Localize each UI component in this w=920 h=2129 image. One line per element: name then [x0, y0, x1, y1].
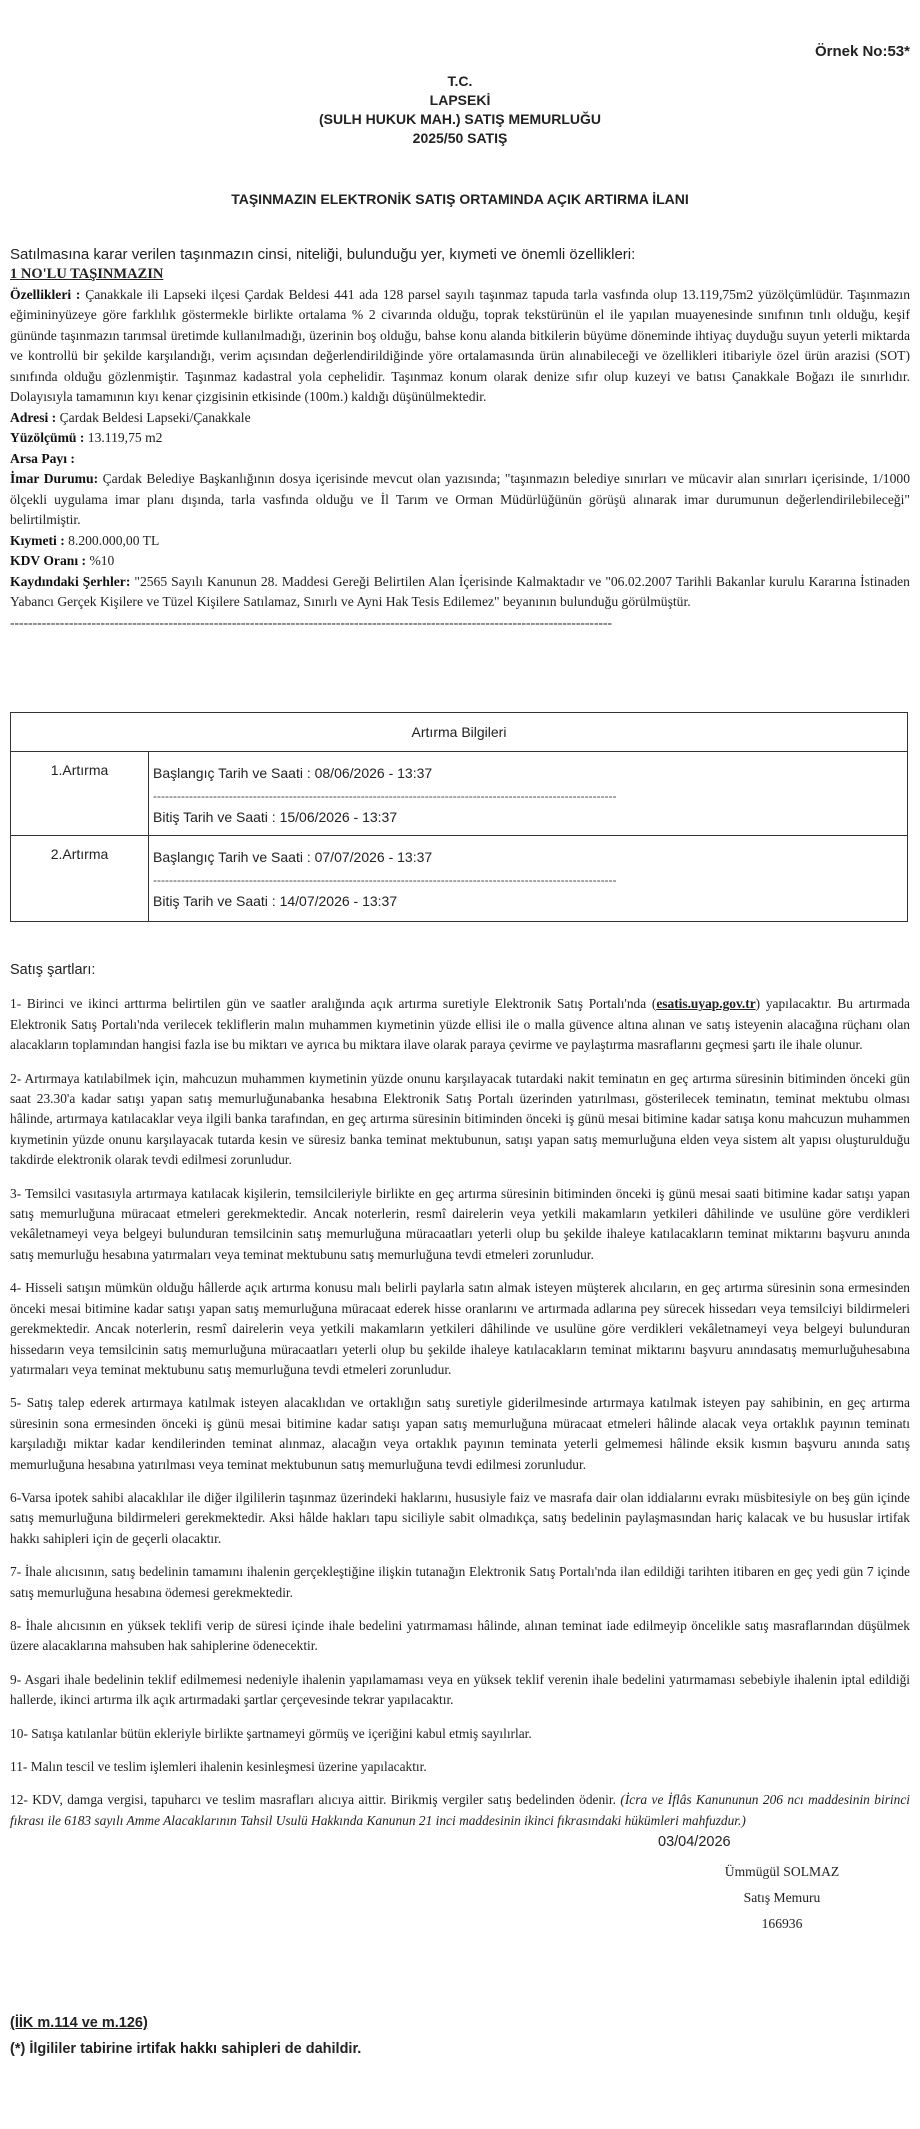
auction-row-1 [11, 752, 908, 836]
officer-role: Satış Memuru [743, 1890, 821, 1905]
condition-7: 7- İhale alıcısının, satış bedelinin tamamını ihalenin gerçekleştiğine ilişkin tutanağın Elektronik Satış Portalı'nda ilan edildiği tarihten itibaren en geç yedi gün 7 içinde satış memurluğuna hesabına ödemesi gerekmektedir. [10, 1564, 910, 1600]
property-annotations [10, 572, 910, 613]
address-label: Adresi : [10, 409, 57, 425]
announcement-title: TAŞINMAZIN ELEKTRONİK SATIŞ ORTAMINDA AÇIK ARTIRMA İLANI [231, 191, 689, 207]
header-line-city: LAPSEKİ [429, 92, 491, 108]
header-line-office: (SULH HUKUK MAH.) SATIŞ MEMURLUĞU [318, 111, 602, 127]
condition-8: 8- İhale alıcısının en yüksek teklifi verip de süresi içinde ihale bedelini yatırmaması hâlinde, alınan teminat iade edilmeyip öncelikle satış masraflarından düşülmek üzere alacaklarına mahsuben hak sahiplerine ödenecektir. [10, 1617, 910, 1654]
document-header [10, 72, 910, 148]
intro-text: Satılmasına karar verilen taşınmazın cinsi, niteliği, bulunduğu yer, kıymeti ve önemli özellikleri: [10, 246, 636, 263]
zoning-label: İmar Durumu: [10, 471, 99, 486]
condition-12-text: 12- KDV, damga vergisi, tapuharcı ve teslim masrafları alıcıya aittir. Birikmiş vergiler satış bedelinden ödenir. [10, 1792, 616, 1808]
area-label: Yüzölçümü : [10, 430, 85, 445]
property-zoning [10, 469, 910, 531]
footnote: (*) İlgililer tabirine irtifak hakkı sahipleri de dahildir. [10, 2041, 362, 2057]
condition-1-text-a: 1- Birinci ve ikinci arttırma belirtilen gün ve saatler aralığında açık artırma suretiyle Elektronik Satış Portalı'nda ( [10, 996, 657, 1012]
condition-10: 10- Satışa katılanlar bütün ekleriyle birlikte şartnameyi görmüş ve içeriğini kabul etmiş sayılırlar. [10, 1725, 532, 1741]
footer [10, 2010, 361, 2062]
header-line-tc: T.C. [447, 73, 473, 89]
condition-12 [10, 1790, 910, 1831]
property-area [10, 428, 910, 449]
officer-name: Ümmügül SOLMAZ [724, 1864, 840, 1879]
auction-start: Başlangıç Tarih ve Saati : 08/06/2026 - 13:37 [153, 765, 433, 781]
document-date: 03/04/2026 [658, 1834, 731, 1850]
property-land-share [10, 449, 910, 470]
legal-reference: (İİK m.114 ve m.126) [10, 2015, 148, 2031]
property-features [10, 285, 910, 408]
auction-row-dates [149, 836, 908, 922]
vat-value: %10 [89, 553, 115, 568]
annotations-text: "2565 Sayılı Kanunun 28. Maddesi Gereği Belirtilen Alan İçerisinde Kalmaktadır ve "06.02.2007 Tarihli Bakanlar kurulu Kararına İstinaden Yabancı Gerçek Kişilere ve Tüzel Kişilere Satılamaz, Sınırlı ve Ayni Hak Tesis Edilemez" beyanının bulunduğu görülmüştür. [10, 573, 910, 609]
zoning-text: Çardak Belediye Başkanlığının dosya içerisinde mevcut olan yazısında; "taşınmazın belediye sınırları ve mücavir alan sınırları içerisinde, 1/1000 ölçekli uygulama imar planı dışında, tarla vasfında olduğu ve İl Tarım ve Orman Müdürlüğünün görüşü alınarak imar durumunun değerlendirilebileceği" belirtilmiştir. [10, 471, 910, 527]
auction-row-label: 1.Artırma [11, 752, 149, 836]
auction-row-label: 2.Artırma [11, 836, 149, 922]
condition-5: 5- Satış talep ederek artırmaya katılmak isteyen alacaklıdan ve ortaklığın satış suretiyle giderilmesinde artırmaya katılmak isteyen pay sahibinin, en geç artırma süresinin sona ermesinden önceki iş günü mesai bitimine kadar satışı yapan satış memurluğuna müracaat etmeleri hâlinde alacak veya ortaklık payının teminatı karşıladığı miktar kadar kendilerinden teminat alınmaz, alacağın veya ortaklık payının teminata yeterli gelmemesi hâlinde eksik kısmın başvuru anında satış memurluğuna hesabına yatırılması veya teminat mektubunun satış memurluğuna tevdi edilmesi zorunludur. [10, 1395, 910, 1472]
auction-row-dates [149, 752, 908, 836]
auction-separator: -------------------------------------------------------------------------------------------------------------------- [153, 790, 617, 802]
conditions-title: Satış şartları: [10, 962, 96, 978]
condition-12-legal-note: (İcra ve İflâs Kanununun 206 ncı maddesinin birinci fıkrası ile 6183 sayılı Amme Alacaklarının Tahsil Usulü Hakkında Kanunun 21 inci maddesinin ikinci fıkrasındaki hükümleri mahfuzdur.) [10, 1792, 910, 1828]
value-amount: 8.200.000,00 TL [68, 532, 160, 548]
auction-table-title: Artırma Bilgileri [11, 713, 908, 752]
esatis-link[interactable]: esatis.uyap.gov.tr [656, 996, 756, 1012]
area-value: 13.119,75 m2 [87, 430, 163, 445]
ornek-number: Örnek No:53* [814, 43, 910, 60]
signature-block [682, 1859, 882, 1937]
header-line-file: 2025/50 SATIŞ [412, 130, 508, 146]
vat-label: KDV Oranı : [10, 553, 87, 568]
condition-11: 11- Malın tescil ve teslim işlemleri ihalenin kesinleşmesi üzerine yapılacaktır. [10, 1759, 427, 1774]
condition-1 [10, 994, 910, 1055]
property-address [10, 408, 910, 429]
auction-row-2 [11, 836, 908, 922]
condition-1-text-b: ) yapılacaktır. Bu artırmada Elektronik Satış Portalı'nda verilecek tekliflerin malın muhammen kıymetinin yüzde ellisi ile o malla güvence altına alınan ve satış isteyenin alacağına rüçhanı olan alacakların toplamından hangisi fazla ise bu miktarı ve ayrıca bu miktara ilave olarak paraya çevirme ve paylaştırma masraflarını geçmesi şartı ile ihale olunur. [10, 996, 911, 1053]
property-separator: ------------------------------------------------------------------------------------------------------------------------------------- [10, 614, 613, 630]
auction-start: Başlangıç Tarih ve Saati : 07/07/2026 - 13:37 [153, 849, 433, 865]
property-heading: 1 NO'LU TAŞINMAZIN [10, 266, 164, 282]
sale-conditions [10, 960, 910, 1844]
auction-table [10, 712, 908, 922]
condition-6: 6-Varsa ipotek sahibi alacaklılar ile diğer ilgililerin taşınmaz üzerindeki haklarını, hususiyle faiz ve masrafa dair olan iddialarını evrakı müsbitesiyle on beş gün içinde satış memurluğuna bildirmeleri gerekmektedir. Aksi hâlde hakları tapu siciliyle sabit olmadıkça, satış bedelinin paylaşmasından hariç kalacak ve bu hususlar irtifak hakkı sahipleri için de geçerli olacaktır. [10, 1489, 910, 1546]
condition-4: 4- Hisseli satışın mümkün olduğu hâllerde açık artırma konusu malı belirli paylarla satın almak isteyen müşterek alıcıların, en geç artırma süresinin sona ermesinden önceki mesai bitimine kadar satışı yapan satış memurluğuna müracaat ederek hisse oranlarını ve artırmada adlarına pey sürecek hissedarı veya temsilciyi bildirmeleri gerekmektedir. Ancak noterlerin, resmî dairelerin veya yetkili makamların yetkileri dâhilinde ve usulüne göre verdikleri vekâletnameyi veya belgeyi bulunduran hissedarın veya temsilcinin satış memurluğuna müracaatları yeterli olup bu şekilde ihaleye katılacakların teminat miktarını başvuru anındasatış memurluğuhesabına yatırmaları veya teminat mektubunu satış memurluğuna tevdi etmeleri zorunludur. [10, 1280, 910, 1377]
auction-separator: -------------------------------------------------------------------------------------------------------------------- [153, 874, 617, 886]
property-vat [10, 551, 910, 572]
auction-end: Bitiş Tarih ve Saati : 15/06/2026 - 13:37 [153, 809, 398, 825]
officer-number: 166936 [761, 1916, 803, 1931]
features-label: Özellikleri : [10, 286, 81, 302]
property-value [10, 531, 910, 552]
address-value: Çardak Beldesi Lapseki/Çanakkale [59, 409, 251, 425]
property-section [10, 264, 910, 633]
annotations-label: Kaydındaki Şerhler: [10, 573, 131, 589]
condition-9: 9- Asgari ihale bedelinin teklif edilmemesi nedeniyle ihalenin yapılamaması veya en yüksek teklif verenin ihale bedelini yatırmaması sebebiyle ihalenin iptal edildiği hallerde, ikinci artırma ilk açık artırmadaki şartlar çerçevesinde tekrar yapılacaktır. [10, 1671, 910, 1708]
features-text: Çanakkale ili Lapseki ilçesi Çardak Beldesi 441 ada 128 parsel sayılı taşınmaz tapuda tarla vasfında olup 13.119,75m2 yüzölçümlüdür. Taşınmazın eğimininyüzeye göre farklılık göstermekle birlikte ortalama % 2 civarında olduğu, toprak tekstürünün el ile yapılan muayenesinde sınıfının tınlı olduğu, keşif gününde taşınmazın tarımsal üretimde kullanılmadığı, üzerinin boş olduğu, bahse konu alanda bitkilerin büyüme döneminde ihtiyaç duyduğu suyun yeterli miktarda ve kontrollü bir şekilde karşılandığı, verim açısından değerlendirildiğinde yöre ortalamasında ürün alınabileceği ve özellikleri itibariyle özel ürün arazisi (SOT) sınıfında olduğu gözlenmiştir. Taşınmaz kadastral yola cephelidir. Taşınmaz konum olarak denize sıfır olup kuzeyi ve batısı Çanakkale Boğazı ile sınırlıdır. Dolayısıyla tamamının kıyı kenar çizgisinin etkisinde (100m.) kaldığı düşünülmektedir. [10, 286, 910, 404]
value-label: Kıymeti : [10, 532, 65, 548]
condition-2: 2- Artırmaya katılabilmek için, mahcuzun muhammen kıymetinin yüzde onunu karşılayacak tutardaki nakit teminatın en geç artırma süresinin bitiminden önceki gün saat 23.30'a kadar satışı yapan satış memurluğunabanka hesabına Elektronik Satış Portalı üzerinden yatırılması, gösterilecek teminatın, teminat mektubu olması hâlinde, artırmaya katılacaklar veya ilgili banka tarafından, en geç artırma süresinin bitiminden önceki iş günü mesai bitimine kadar satışa konu mahcuzun muhammen kıymetinin yüzde onunu karşılayacak tutarda kesin ve süresiz banka teminat mektubunun, satışı yapan satış memurluğuna elden veya sistem alt yapısı oluşturulduğu takdirde elektronik olarak tevdi edilmesi zorunludur. [10, 1070, 910, 1168]
condition-3: 3- Temsilci vasıtasıyla artırmaya katılacak kişilerin, temsilcileriyle birlikte en geç artırma süresinin bitiminden önceki iş günü mesai saati bitimine kadar satışı yapan satış memurluğuna müracaat etmeleri gerekmektedir. Ancak noterlerin, resmî dairelerin veya yetkili makamların yetkileri dâhilinde ve usulüne göre verdikleri vekâletnameyi veya belgeyi bulunduran temsilcinin satış memurluğuna müracaatları yeterli olup bu şekilde ihaleye katılacakların teminat miktarını başvuru anında satış memurluğu hesabına yatırmaları veya teminat mektubunu satış memurluğuna tevdi etmeleri zorunludur. [10, 1185, 910, 1262]
auction-end: Bitiş Tarih ve Saati : 14/07/2026 - 13:37 [153, 893, 398, 909]
land-share-label: Arsa Payı : [10, 450, 75, 466]
